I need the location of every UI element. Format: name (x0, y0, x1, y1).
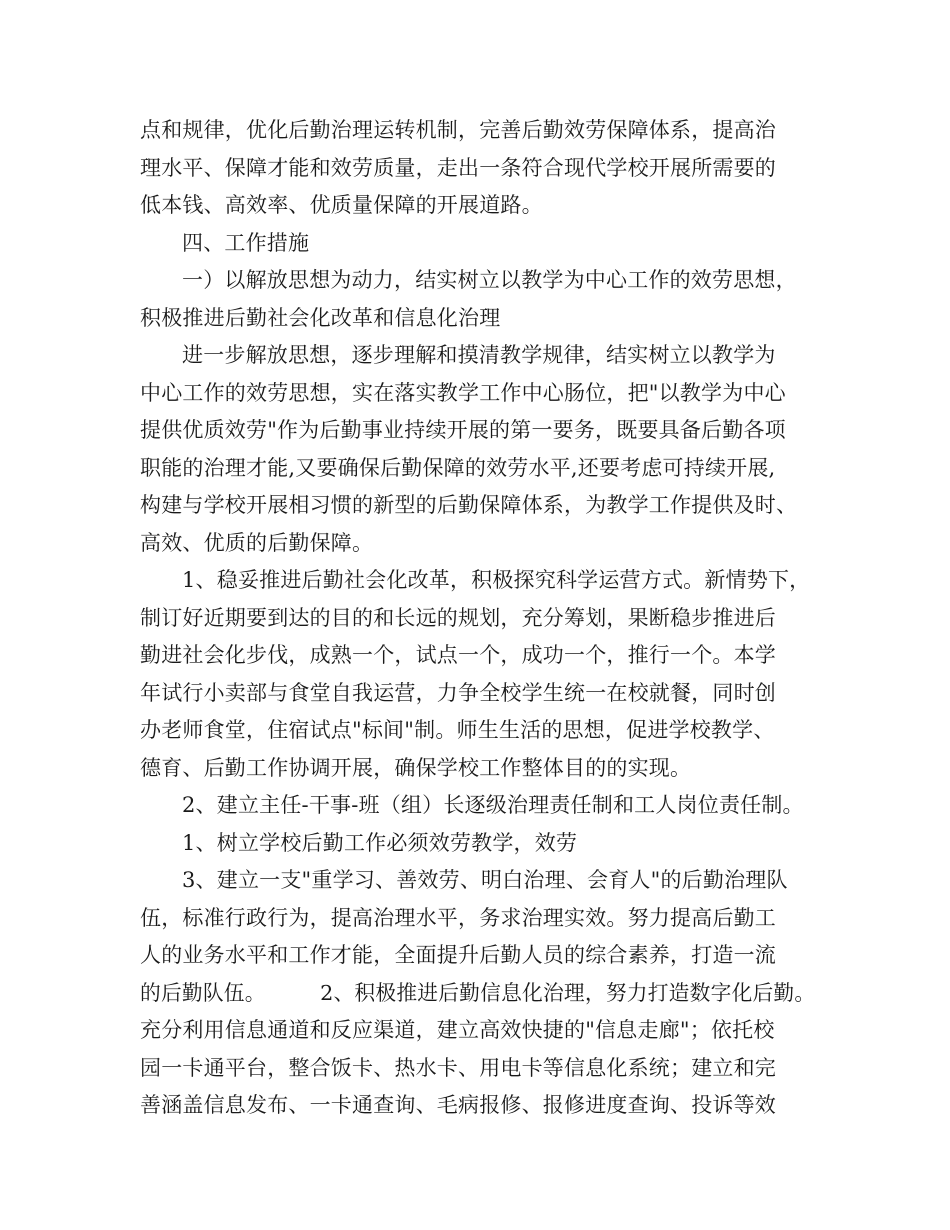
section-heading: 四、工作措施 (182, 230, 310, 255)
text-line: 年试行小卖部与食堂自我运营，力争全校学生统一在校就餐，同时创 (140, 680, 776, 705)
text-line: 制订好近期要到达的目的和长远的规划，充分筹划，果断稳步推进后 (140, 605, 776, 630)
text-line: 1、树立学校后勤工作必须效劳教学，效劳 (182, 830, 578, 855)
text-line: 构建与学校开展相习惯的新型的后勤保障体系，为教学工作提供及时、 (140, 493, 798, 517)
text-line: 办老师食堂，住宿试点"标间"制。师生生活的思想，促进学校教学、 (140, 718, 775, 742)
text-line: 勤进社会化步伐，成熟一个，试点一个，成功一个，推行一个。本学 (140, 643, 776, 667)
text-line: 2、建立主任-干事-班（组）长逐级治理责任制和工人岗位责任制。 (182, 793, 804, 817)
text-line: 理水平、保障才能和效劳质量，走出一条符合现代学校开展所需要的 (140, 155, 776, 180)
subsection-heading-continued: 积极推进后勤社会化改革和信息化治理 (140, 305, 501, 330)
text-line: 3、建立一支"重学习、善效劳、明白治理、会育人"的后勤治理队 (182, 868, 788, 892)
text-line: 职能的治理才能,又要确保后勤保障的效劳水平,还要考虑可持续开展, (140, 455, 776, 480)
text-line: 德育、后勤工作协调开展，确保学校工作整体目的的实现。 (140, 755, 692, 780)
text-line: 伍，标准行政行为，提高治理水平，务求治理实效。努力提高后勤工 (140, 905, 776, 930)
subsection-heading: 一）以解放思想为动力，结实树立以教学为中心工作的效劳思想， (182, 268, 797, 292)
text-line: 园一卡通平台，整合饭卡、热水卡、用电卡等信息化系统；建立和完 (140, 1055, 776, 1080)
text-line: 提供优质效劳"作为后勤事业持续开展的第一要务，既要具备后勤各项 (140, 418, 786, 442)
text-line: 中心工作的效劳思想，实在落实教学工作中心肠位，把"以教学为中心 (140, 380, 786, 405)
text-line: 的后勤队伍。 2、积极推进后勤信息化治理，努力打造数字化后勤。 (140, 980, 816, 1005)
text-line: 人的业务水平和工作才能，全面提升后勤人员的综合素养，打造一流 (140, 943, 776, 967)
text-line: 点和规律，优化后勤治理运转机制，完善后勤效劳保障体系，提高治 (140, 118, 776, 142)
text-line: 进一步解放思想，逐步理解和摸清教学规律，结实树立以教学为 (182, 343, 776, 367)
text-line: 充分利用信息通道和反应渠道，建立高效快捷的"信息走廊"；依托校 (140, 1018, 775, 1042)
document-body (140, 112, 820, 1125)
text-line: 低本钱、高效率、优质量保障的开展道路。 (140, 193, 543, 217)
text-line: 高效、优质的后勤保障。 (140, 530, 374, 555)
text-line: 1、稳妥推进后勤社会化改革，积极探究科学运营方式。新情势下， (182, 568, 811, 592)
text-line: 善涵盖信息发布、一卡通查询、毛病报修、报修进度查询、投诉等效 (140, 1093, 776, 1117)
